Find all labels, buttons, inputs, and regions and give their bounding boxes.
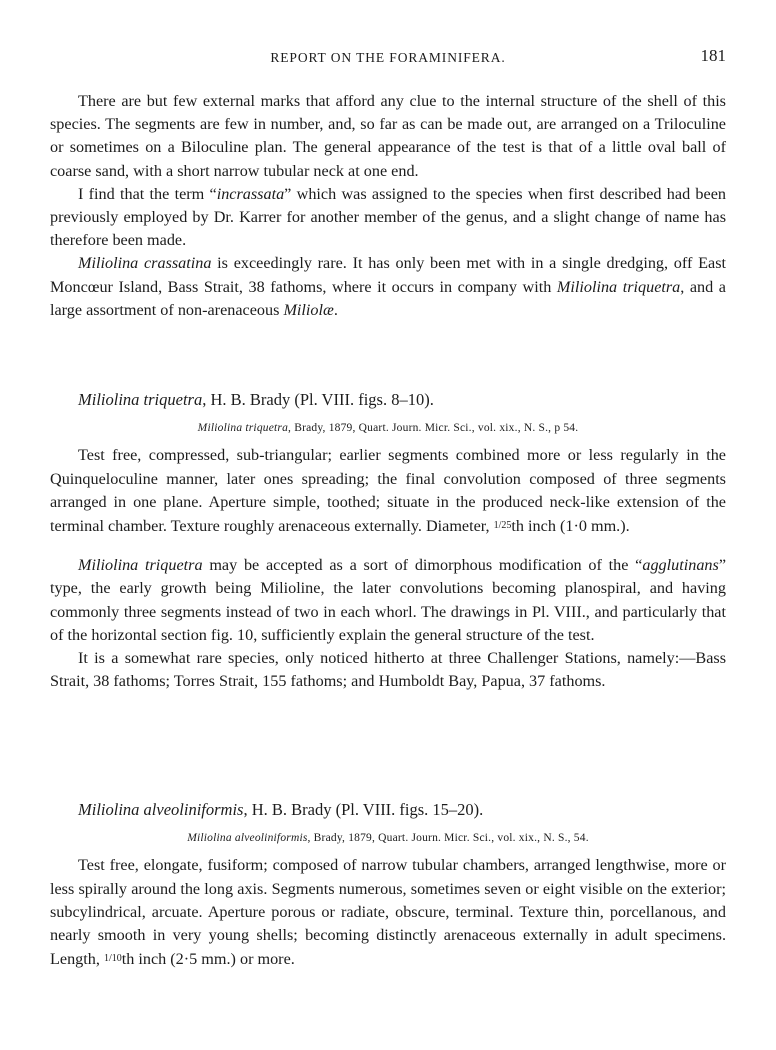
species-description: Test free, elongate, fusiform; composed of narrow tubular chambers, arranged lengthwise, more or less spirally around the long axis. Segments numerous, sometimes seven or eight visible on the exterior; subcylindrical, arcuate. Aperture porous or radiate, obscure, terminal. Texture thin, porcellanous, and nearly smooth in very young shells; becoming distinctly arenaceous externally in adult specimens. Length, 1/10th inch (2·5 mm.) or more. (50, 856, 726, 969)
running-title: REPORT ON THE FORAMINIFERA. (270, 50, 506, 65)
page-number: 181 (700, 46, 726, 65)
section-crassatina (50, 90, 726, 322)
term-incrassata: incrassata (216, 184, 285, 203)
paragraph-occurrence: Miliolina crassatina is exceedingly rare. It has only been met with in a single dredging, off East Moncœur Island, Bass Strait, 38 fathoms, where it occurs in company with Miliolina triquetra, and a large assortment of non-arenaceous Miliolæ. (50, 254, 726, 319)
term-agglutinans: agglutinans (642, 556, 719, 575)
paragraph-name-change: I find that the term “incrassata” which was assigned to the species when first described had been previously employed by Dr. Karrer for another member of the genus, and a slight change of name has therefore been made. (50, 184, 726, 250)
species-heading: Miliolina alveoliniformis, H. B. Brady (Pl. VIII. figs. 15–20). (78, 800, 484, 819)
page-header (0, 46, 776, 72)
citation: Miliolina triquetra, Brady, 1879, Quart. Journ. Micr. Sci., vol. xix., N. S., p 54. (197, 422, 579, 435)
paragraph-structure: There are but few external marks that afford any clue to the internal structure of the shell of this species. The segments are few in number, and, so far as can be made out, are arranged on a Triloculine or sometimes on a Biloculine plan. The general appearance of the test is that of a little oval ball of coarse sand, with a short narrow tubular neck at one end. (50, 92, 726, 180)
paragraph-dimorphism: Miliolina triquetra may be accepted as a sort of dimorphous modification of the “agglutinans” type, the early growth being Milioline, the later convolutions becoming planospiral, and having commonly three segments instead of two in each whorl. The drawings in Pl. VIII., and particularly that of the horizontal section fig. 10, sufficiently explain the general structure of the test. (50, 556, 726, 644)
species-name: Miliolina crassatina (78, 254, 212, 273)
genus-name: Miliolæ (283, 300, 334, 319)
fraction: 1/25 (493, 520, 512, 532)
section-alveoliniformis (50, 798, 726, 971)
citation: Miliolina alveoliniformis, Brady, 1879, Quart. Journ. Micr. Sci., vol. xix., N. S., 54. (187, 832, 589, 845)
section-triquetra (50, 388, 726, 693)
paragraph-stations: It is a somewhat rare species, only noticed hitherto at three Challenger Stations, namely:—Bass Strait, 38 fathoms; Torres Strait, 155 fathoms; and Humboldt Bay, Papua, 37 fathoms. (50, 649, 726, 691)
species-name: Miliolina triquetra (556, 277, 681, 296)
fraction: 1/10 (103, 953, 122, 965)
species-heading: Miliolina triquetra, H. B. Brady (Pl. VIII. figs. 8–10). (78, 390, 434, 409)
species-description: Test free, compressed, sub-triangular; earlier segments combined more or less regularly in the Quinqueloculine manner, later ones spreading; the final convolution composed of three segments arranged in one plane. Aperture simple, toothed; situate in the produced neck-like extension of the terminal chamber. Texture roughly arenaceous externally. Diameter, 1/25th inch (1·0 mm.). (50, 446, 726, 536)
